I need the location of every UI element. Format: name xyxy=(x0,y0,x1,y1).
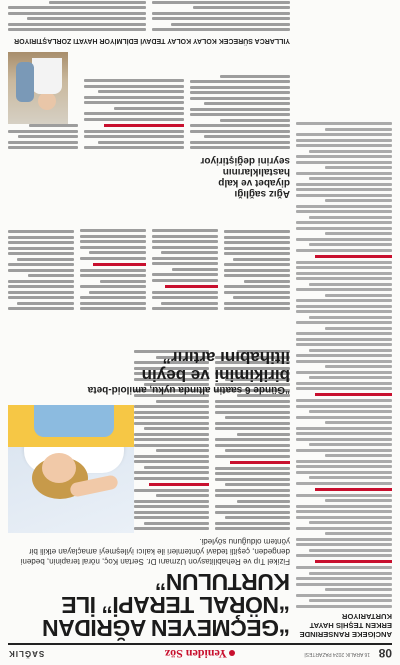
section-label: SAĞLIK xyxy=(8,649,45,658)
clinic-photo xyxy=(8,52,68,124)
dental-headline-line-3: hastalıklarının xyxy=(222,166,290,177)
main-headline xyxy=(8,570,290,639)
dental-headline-line-2: diyabet ve kalp xyxy=(218,177,290,188)
masthead-logo-text: Yeniden Söz xyxy=(164,647,228,661)
page-header xyxy=(8,645,392,661)
secondary-headline xyxy=(8,348,290,395)
left-column xyxy=(296,6,392,639)
dental-headline-line-1: Ağız sağlığı xyxy=(234,188,290,199)
bottom-article-body xyxy=(8,0,290,34)
bottom-article xyxy=(8,0,290,44)
sidebar-headline: ANCİGEKE RANSERINDE ERKEN TEŞHİS HAYAT KURTARIYOR xyxy=(299,612,392,639)
secondary-body-columns xyxy=(8,203,290,313)
body-column xyxy=(134,303,209,533)
body-column xyxy=(215,303,290,533)
main-headline-line-1: “GEÇMEYEN AĞRIDAN xyxy=(42,615,290,641)
masthead-logo xyxy=(8,646,392,661)
main-article xyxy=(8,6,290,639)
page-date: 16 ARALIK 2024 PAZARTESİ xyxy=(304,651,370,657)
bottom-article-headline: YILLARCA SÜRECEK KOLAY KOLAY TEDAVİ EDİLMİYOR HAYATI ZORLAŞTIRIYOR xyxy=(14,37,290,44)
main-headline-line-2: “NÖRAL TERAPİ” İLE KURTULUN” xyxy=(61,569,290,618)
header-rule xyxy=(8,643,392,645)
main-photo-sleeping-woman xyxy=(8,405,134,533)
main-body-columns xyxy=(134,303,290,533)
main-deck: Fizikel Tıp ve Rehabilitasyon Uzmanı Dr. Sertan Koç, nöral terapinin, bedeni dengeden, çeşitli tedavi yöntemleri ile kalıcı iyileşmeyi amaçlayan etkili bir yöntem olduğunu söyledi. xyxy=(20,537,290,566)
logo-dot-icon xyxy=(229,650,235,656)
sidebar-body-text xyxy=(296,123,392,609)
dental-health-headline xyxy=(8,155,290,199)
dental-headline-line-4: seyrini değiştiriyor xyxy=(200,155,290,166)
page-number: 08 xyxy=(378,646,392,660)
secondary-headline-line-3: iltihabını artırır” xyxy=(162,348,290,367)
secondary-headline-line-2: birikimini ve beyin xyxy=(141,366,290,385)
secondary-headline-line-1: “Günde 6 saatin altında uyku, amiloid-beta xyxy=(87,384,290,395)
